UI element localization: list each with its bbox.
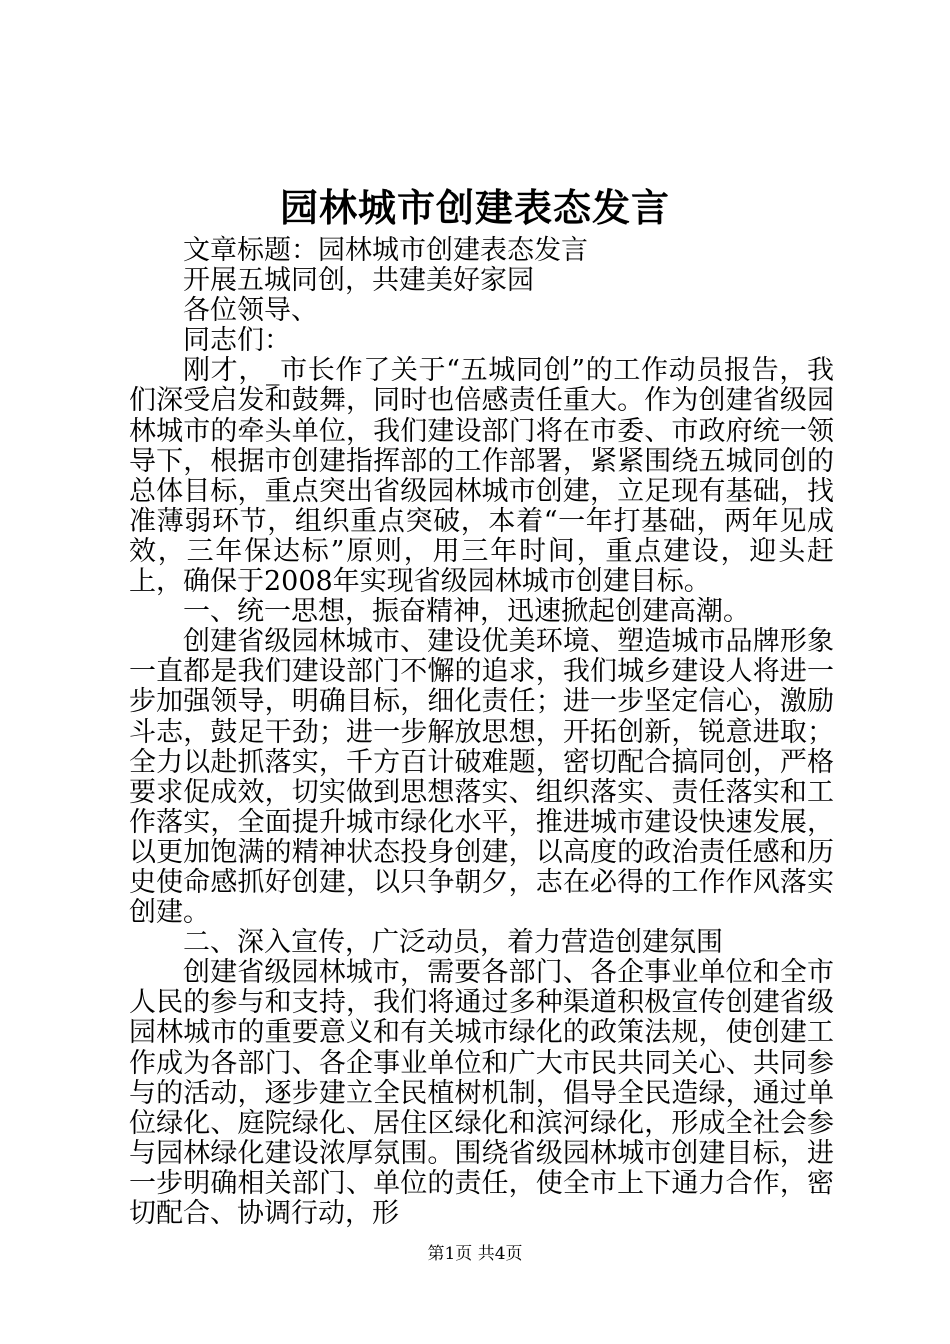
paragraph-intro: 刚才，_市长作了关于“五城同创”的工作动员报告，我们深受启发和鼓舞，同时也倍感责任重大。作为创建省级园林城市的牵头单位，我们建设部门将在市委、市政府统一领导下，根据市创建指挥部的工作部署，紧紧围绕五城同创的总体目标，重点突出省级园林城市创建，立足现有基础，找准薄弱环节，组织重点突破，本着“一年打基础，两年见成效，三年保达标”原则，用三年时间，重点建设，迎头赶上，确保于2008年实现省级园林城市创建目标。 bbox=[129, 355, 834, 598]
document-title: 园林城市创建表态发言 bbox=[279, 185, 670, 230]
section-heading-2: 二、深入宣传，广泛动员，着力营造创建氛围 bbox=[183, 927, 723, 959]
section-heading-1: 一、统一思想，振奋精神，迅速掀起创建高潮。 bbox=[183, 596, 750, 628]
paragraph-section-1: 创建省级园林城市、建设优美环境、塑造城市品牌形象一直都是我们建设部门不懈的追求，我们城乡建设人将进一步加强领导，明确目标，细化责任；进一步坚定信心，激励斗志，鼓足干劲；进一步解放思想，开拓创新，锐意进取；全力以赴抓落实，千方百计破难题，密切配合搞同创，严格要求促成效，切实做到思想落实、组织落实、责任落实和工作落实，全面提升城市绿化水平，推进城市建设快速发展，以更加饱满的精神状态投身创建，以高度的政治责任感和历史使命感抓好创建，以只争朝夕，志在必得的工作作风落实创建。 bbox=[129, 626, 834, 929]
paragraph-salutation-comrades: 同志们： bbox=[183, 325, 291, 357]
paragraph-subtitle: 开展五城同创，共建美好家园 bbox=[183, 265, 534, 297]
paragraph-section-2: 创建省级园林城市，需要各部门、各企事业单位和全市人民的参与和支持，我们将通过多种渠道积极宣传创建省级园林城市的重要意义和有关城市绿化的政策法规，使创建工作成为各部门、各企事业单位和广大市民共同关心、共同参与的活动，逐步建立全民植树机制，倡导全民造绿，通过单位绿化、庭院绿化、居住区绿化和滨河绿化，形成全社会参与园林绿化建设浓厚氛围。围绕省级园林城市创建目标，进一步明确相关部门、单位的责任，使全市上下通力合作，密切配合、协调行动，形 bbox=[129, 957, 834, 1229]
paragraph-salutation-leaders: 各位领导、 bbox=[183, 295, 318, 327]
paragraph-article-title: 文章标题：园林城市创建表态发言 bbox=[183, 235, 588, 266]
page-footer: 第1页 共4页 bbox=[427, 1244, 523, 1264]
document-body bbox=[129, 236, 834, 1229]
